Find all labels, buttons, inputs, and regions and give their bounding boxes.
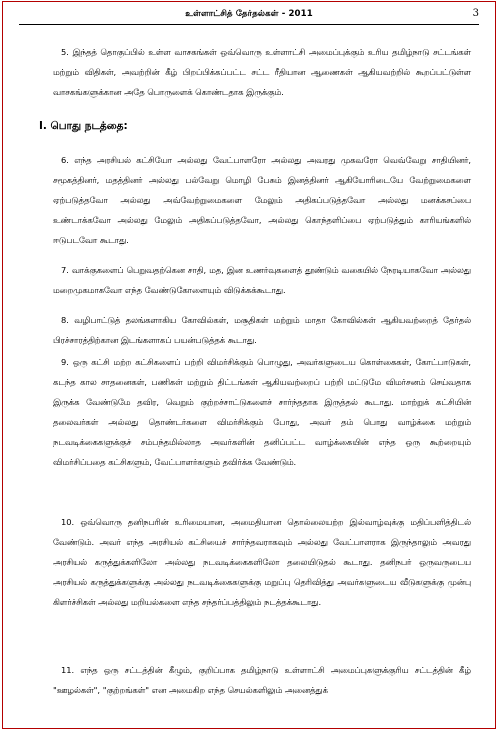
paragraph-9: 9. ஒரு கட்சி மற்ற கட்சிகளைப் பற்றி விமர்சிக்கும் பொழுது, அவர்களுடைய கொள்கைகள், கோட்பாடுகள், கடந்த கால சாதனைகள், பணிகள் மற்றும் திட்டங்கள் ஆகியவற்றைப் பற்றி மட்டுமே விமர்சனம் செய்வதாக இருக்க வேண்டுமே தவிர, வெறும் குற்றச்சாட்டுகளைச் சார்ந்ததாக இருத்தல் கூடாது. மாற்றுக் கட்சியின் தலைவர்கள் அல்லது தொண்டர்களை விமர்சிக்கும் போது, அவர் தம் பொது வாழ்க்கை மற்றும் நடவடிக்கைகளுக்குச் சம்பந்தமில்லாத அவர்களின் தனிப்பட்ட வாழ்க்கையின் எந்த ஒரு கூற்றையும் விமர்சிப்பதை கட்சிகளும், வேட்பாளர்களும் தவிர்க்க வேண்டும்.: [53, 357, 471, 467]
paragraph-7: 7. வாக்குகளைப் பெறுவதற்கென சாதி, மத, இன உணர்வுகளைத் தூண்டும் வகையில் நேரடியாகவோ அல்லது மறைமுகமாகவோ எந்த வேண்டுகோளையும் விடுக்கக்கூடாது.: [53, 265, 471, 295]
page-number: 3: [472, 8, 479, 19]
paragraph-10: 10. ஒவ்வொரு தனிநபரின் உரிமையான, அமைதியான தொல்லையற்ற இல்வாழ்வுக்கு மதிப்பளித்திடல் வேண்டும். அவர் எந்த அரசியல் கட்சியைச் சார்ந்தவராகவும் அல்லது வேட்பாளராக இருந்தாலும் அவரது அரசியல் கருத்துக்களிலோ அல்லது நடவடிக்கைகளிலோ தலையிடுதல் கூடாது. தனிநபர் ஒருவருடைய அரசியல் கருத்துக்களுக்கு அல்லது நடவடிக்கைகளுக்கு மறுப்பு தெரிவித்து அவர்களுடைய வீடுகளுக்கு முன்பு கிளர்ச்சிகள் அல்லது மறியல்களை எந்த சந்தர்ப்பத்திலும் நடத்தக்கூடாது.: [53, 517, 471, 607]
paragraph-11: 11. எந்த ஒரு சட்டத்தின் கீழும், குறிப்பாக தமிழ்நாடு உள்ளாட்சி அமைப்புகளுக்குரிய சட்டத்தின் கீழ் "ஊழல்கள்", "குற்றங்கள்" என அமைகிற எந்த செயல்களிலும் அனைத்துக்: [53, 665, 471, 695]
paragraph-5: 5. இந்தத் தொகுப்பில் உள்ள வாசகங்கள் ஒவ்வொரு உள்ளாட்சி அமைப்புக்கும் உரிய தமிழ்நாடு சட்டங்கள் மற்றும் விதிகள், அவற்றின் கீழ் பிறப்பிக்கப்பட்ட சட்ட ரீதியான ஆணைகள் ஆகியவற்றில் கூறப்பட்டுள்ள வாசகங்களுக்கான அதே பொருளைக் கொண்டதாக இருக்கும்.: [53, 47, 471, 97]
section-heading-general-conduct: I. பொது நடத்தை:: [39, 120, 128, 132]
page-header: [19, 8, 479, 25]
paragraph-6: 6. எந்த அரசியல் கட்சியோ அல்லது வேட்பாளரோ அல்லது அவரது முகவரோ வெவ்வேறு சாதியினர், சமூகத்தினர், மதத்தினர் அல்லது பல்வேறு மொழி பேசும் இனத்தினர் ஆகியோரிடையே வேற்றுமைகளை ஏற்படுத்தவோ அல்லது அவ்வேற்றுமைகளை மேலும் அதிகப்படுத்தவோ அல்லது மனக்கசப்பை உண்டாக்கவோ அல்லது மேலும் அதிகப்படுத்தவோ, அல்லது கொந்தளிப்பை ஏற்படுத்தும் காரியங்களில் ஈடுபடவோ கூடாது.: [53, 155, 471, 245]
header-title: உள்ளாட்சித் தேர்தல்கள் - 2011: [185, 9, 313, 19]
page-frame: [2, 1, 496, 729]
paragraph-8: 8. வழிபாட்டுத் தலங்களாகிய கோவில்கள், மசூதிகள் மற்றும் மாதா கோவில்கள் ஆகியவற்றைத் தேர்தல் பிரச்சாரத்திற்கான இடங்களாகப் பயன்படுத்தக் கூடாது.: [53, 315, 471, 345]
